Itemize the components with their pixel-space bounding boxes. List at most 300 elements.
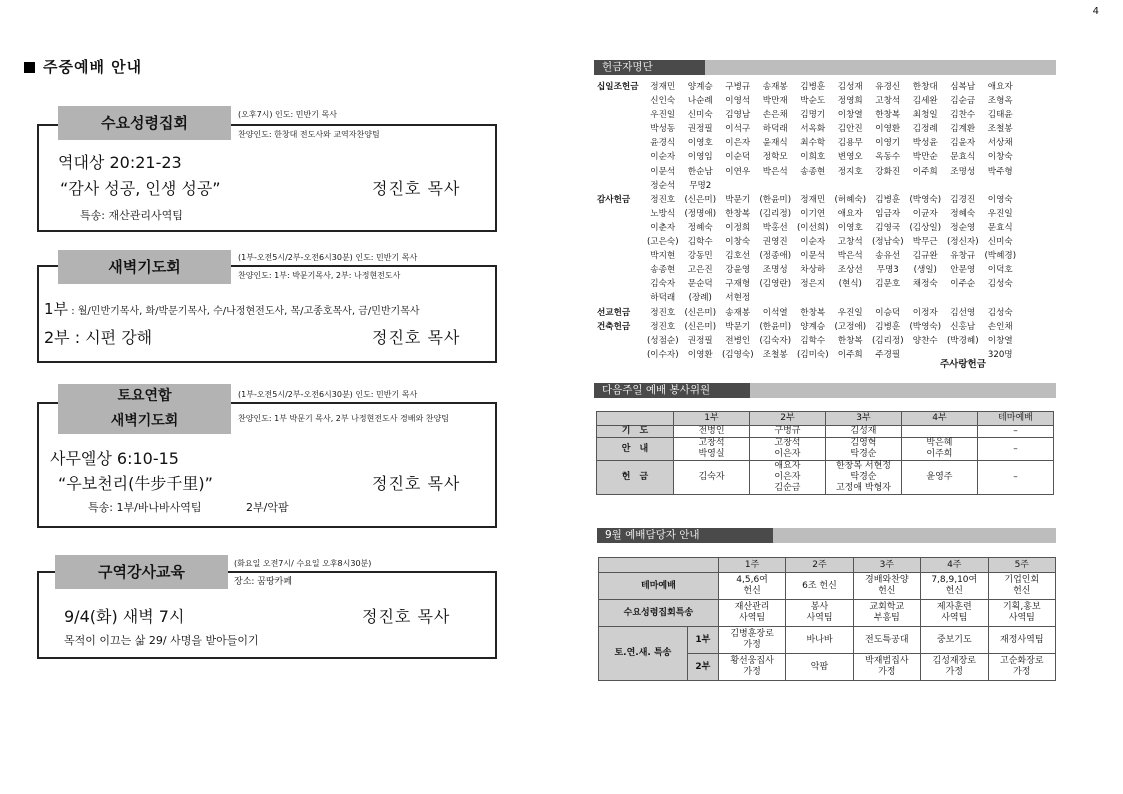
september-header-cell: 2주 — [786, 558, 853, 573]
servers-table — [596, 411, 1054, 495]
donor-name: 이영숙 — [987, 194, 1013, 205]
donor-name: 김선영 — [950, 307, 976, 318]
donor-name: 320명 — [987, 349, 1013, 360]
donor-names — [644, 94, 1057, 108]
donor-names — [644, 122, 1057, 136]
donor-name: 박만순 — [912, 152, 938, 163]
donor-names — [644, 334, 1057, 348]
donor-names — [644, 221, 1057, 235]
donor-name — [907, 348, 945, 362]
donor-name: 김세완 — [912, 96, 938, 107]
servers-cell: 애요자 이은자 김순금 — [749, 461, 825, 495]
donor-name: (한윤미) — [759, 194, 792, 205]
donor-names — [644, 320, 1057, 334]
donor-row — [597, 94, 1057, 108]
donor-name: 한창복 — [800, 307, 826, 318]
donor-name: (박영숙) — [909, 194, 942, 205]
donor-name: 김성재 — [837, 82, 863, 92]
donor-name: 정학모 — [762, 152, 788, 163]
donor-name: 이문석 — [800, 251, 826, 262]
donor-name: 박문기 — [725, 321, 751, 332]
donor-name: 송유선 — [875, 251, 901, 262]
donor-name: 이석구 — [725, 124, 751, 135]
donor-row — [597, 221, 1057, 235]
donor-name: 서현정 — [725, 293, 751, 304]
donor-name: (김리정) — [759, 208, 792, 219]
servers-cell: 고창석 이은자 — [749, 438, 825, 461]
donor-name: 정진호 — [650, 194, 676, 205]
donor-name: 이순자 — [650, 152, 676, 163]
square-bullet-icon — [24, 62, 35, 73]
donor-name: (김영란) — [759, 279, 792, 290]
donor-name: 권영진 — [762, 237, 788, 248]
donor-category — [597, 165, 644, 179]
donor-name: 문효식 — [987, 222, 1013, 233]
donor-name: 노방식 — [650, 208, 676, 219]
donor-name: 박순도 — [800, 96, 826, 107]
donor-name: 김윤자 — [950, 138, 976, 149]
donor-name: 김호선 — [725, 251, 751, 262]
donor-category: 선교헌금 — [597, 307, 631, 318]
donor-row — [597, 108, 1057, 122]
servers-row — [597, 438, 1054, 461]
donor-name: 박주형 — [987, 166, 1013, 177]
wednesday-sermon-title: “감사 성공, 인생 성공” — [60, 179, 221, 198]
donor-name: 문순덕 — [687, 279, 713, 290]
september-cell: 재정사역팀 — [988, 627, 1055, 654]
donor-name: 이영석 — [725, 96, 751, 107]
saturday-label — [58, 384, 231, 434]
donor-category — [597, 263, 644, 277]
september-cell: 악팜 — [786, 654, 853, 681]
donor-name: 구재형 — [725, 279, 751, 290]
september-cell: 재산관리 사역팀 — [718, 600, 785, 627]
servers-cell: 구병규 — [749, 426, 825, 438]
servers-cell: – — [977, 438, 1053, 461]
september-header-cell: 3주 — [853, 558, 920, 573]
donor-category — [597, 334, 644, 348]
donor-name: 정순영 — [950, 222, 976, 233]
donor-category — [597, 94, 644, 108]
donor-name: (신은미) — [684, 307, 717, 318]
donor-name: 강화진 — [875, 166, 901, 177]
wednesday-scripture: 역대상 20:21-23 — [58, 153, 182, 172]
donor-name: (정종애) — [759, 251, 792, 262]
love-offering-label: 주사랑헌금 — [940, 359, 986, 370]
donor-name: (신은미) — [684, 194, 717, 205]
donor-name: 신미숙 — [687, 110, 713, 121]
donor-name: 변영오 — [837, 152, 863, 163]
donor-name: 이승덕 — [875, 307, 901, 318]
servers-cell: 한창복 서현정 탁경순 고정애 박형자 — [825, 461, 901, 495]
september-cell: 6조 헌신 — [786, 573, 853, 600]
saturday-special-song-1: 특송: 1부/바나바사역팀 — [88, 501, 202, 514]
september-saturday-sub: 2부 — [687, 654, 718, 681]
donor-row — [597, 249, 1057, 263]
servers-row — [597, 426, 1054, 438]
donor-names — [644, 179, 1057, 193]
saturday-leader-note: (1부-오전5시/2부-오전6시30분) 인도: 민반기 목사 — [238, 390, 418, 399]
donor-name: 한창복 — [837, 335, 863, 346]
donor-row — [597, 334, 1057, 348]
september-saturday-row — [599, 627, 1056, 654]
donor-name: 최청일 — [912, 110, 938, 121]
donor-name: (김상일) — [909, 222, 942, 233]
dawn-pastor: 정진호 목사 — [372, 328, 461, 347]
donor-name: 임금자 — [875, 208, 901, 219]
september-cell: 7,8,9,10여 헌신 — [920, 573, 988, 600]
donor-name: 김태윤 — [987, 110, 1013, 121]
donor-name: (허혜숙) — [834, 194, 867, 205]
september-cell: 경배와찬양 헌신 — [853, 573, 920, 600]
servers-cell — [901, 426, 977, 438]
donor-name: 정순석 — [650, 180, 676, 191]
donor-name: 하덕래 — [650, 293, 676, 304]
donor-name: 박문기 — [725, 194, 751, 205]
donor-category — [597, 249, 644, 263]
donor-name: 김명기 — [800, 110, 826, 121]
donor-name: 고은진 — [687, 265, 713, 276]
donor-name: 이영환 — [687, 349, 713, 360]
servers-row-label: 헌 금 — [597, 461, 674, 495]
donor-name: 이정자 — [912, 307, 938, 318]
donor-name: 김학수 — [800, 335, 826, 346]
donor-name: 주경필 — [875, 349, 901, 360]
donor-name: 신인숙 — [650, 96, 676, 107]
donor-name: 윤재식 — [762, 138, 788, 149]
donor-name: 정재민 — [650, 82, 676, 92]
saturday-label-line2: 새벽기도회 — [110, 413, 179, 429]
donor-name: 이영기 — [875, 138, 901, 149]
donor-name: 박성윤 — [912, 138, 938, 149]
donor-category — [597, 136, 644, 150]
donor-names — [644, 136, 1057, 150]
donor-row — [597, 263, 1057, 277]
september-cell: 황선웅집사 가정 — [718, 654, 785, 681]
donor-name: 조명성 — [950, 166, 976, 177]
donor-name: (이선희) — [796, 222, 829, 233]
donor-name: 송재봉 — [725, 307, 751, 318]
donor-name: (이수자) — [646, 349, 679, 360]
section-title-text: 주중예배 안내 — [43, 58, 143, 76]
servers-cell: 윤영주 — [901, 461, 977, 495]
donor-names — [644, 263, 1057, 277]
servers-cell: 박은혜 이주희 — [901, 438, 977, 461]
donor-name: 이석열 — [762, 307, 788, 318]
donor-names — [644, 108, 1057, 122]
donor-name: (박영숙) — [909, 321, 942, 332]
september-cell: 중보기도 — [920, 627, 988, 654]
education-date: 9/4(화) 새벽 7시 — [64, 607, 185, 626]
donor-names — [644, 249, 1057, 263]
donor-name: 송종현 — [650, 265, 676, 276]
donor-names — [644, 348, 1057, 362]
donor-name: 이순덕 — [725, 152, 751, 163]
servers-row — [597, 461, 1054, 495]
donor-name: 박성동 — [650, 124, 676, 135]
donor-name: 정은지 — [800, 279, 826, 290]
donor-name: 강윤영 — [725, 265, 751, 276]
donor-name: 이덕호 — [987, 265, 1013, 276]
donor-name: 유경신 — [875, 82, 901, 92]
wednesday-leader-note: (오후7시) 인도: 민반기 목사 — [238, 110, 337, 119]
donor-row — [597, 306, 1057, 320]
donor-name: 김경진 — [950, 194, 976, 205]
donor-name: 나순례 — [687, 96, 713, 107]
saturday-label-line1: 토요연합 — [117, 388, 172, 404]
donor-name: 이은자 — [725, 138, 751, 149]
september-cell: 봉사 사역팀 — [786, 600, 853, 627]
donor-name: 김영남 — [725, 110, 751, 121]
donor-name: (정남숙) — [871, 237, 904, 248]
donor-name: 이주순 — [950, 279, 976, 290]
donor-name: 이영호 — [837, 222, 863, 233]
saturday-pastor: 정진호 목사 — [372, 474, 461, 493]
donor-name: 김학수 — [687, 237, 713, 248]
donor-category — [597, 277, 644, 291]
dawn-first-service-line — [44, 298, 420, 319]
donor-name: 한창복 — [875, 110, 901, 121]
donor-name: (고정애) — [834, 321, 867, 332]
september-cell: 제자훈련 사역팀 — [920, 600, 988, 627]
donor-name: 양계승 — [800, 321, 826, 332]
education-location-note: 장소: 꿈땅카페 — [234, 577, 293, 587]
donor-name: 이춘자 — [650, 222, 676, 233]
donor-name: 이창열 — [987, 335, 1013, 346]
donor-list — [597, 80, 1057, 362]
donor-names — [644, 165, 1057, 179]
dawn-first-prefix: 1부 — [44, 300, 69, 318]
donor-name: 이문석 — [650, 166, 676, 177]
donor-name: 김문호 — [875, 279, 901, 290]
donor-name: 김숙자 — [650, 279, 676, 290]
wednesday-pastor: 정진호 목사 — [372, 179, 461, 198]
dawn-second-service-line: 2부 : 시편 강해 — [44, 328, 153, 347]
donor-name: 정혜숙 — [687, 222, 713, 233]
donor-row — [597, 80, 1057, 94]
dawn-worship-note: 찬양인도: 1부: 박문기목사, 2부: 나정현전도사 — [238, 271, 401, 280]
donor-name: 박은석 — [762, 166, 788, 177]
september-header-cell: 1주 — [718, 558, 785, 573]
donor-name: 이순자 — [800, 237, 826, 248]
donor-name: 고창석 — [837, 237, 863, 248]
donor-name: (김미숙) — [796, 349, 829, 360]
september-header-cell — [599, 558, 719, 573]
donor-category — [597, 122, 644, 136]
donor-category — [597, 235, 644, 249]
servers-title: 다음주일 예배 봉사위원 — [594, 383, 750, 398]
donor-name: 이정희 — [725, 222, 751, 233]
donor-name: 권정필 — [687, 335, 713, 346]
donor-row — [597, 207, 1057, 221]
donor-name: (성점순) — [646, 335, 679, 346]
section-title — [24, 56, 142, 77]
servers-header-bar — [594, 383, 1056, 398]
donor-row — [597, 179, 1057, 193]
wednesday-worship-note: 찬양인도: 한창대 전도사와 교역자찬양팀 — [238, 130, 380, 139]
donor-name: 우진일 — [987, 208, 1013, 219]
servers-cell: 전병인 — [674, 426, 750, 438]
donor-name: 정진호 — [650, 307, 676, 318]
donor-name: 박홍선 — [762, 222, 788, 233]
donor-row — [597, 136, 1057, 150]
servers-row-label: 기 도 — [597, 426, 674, 438]
wednesday-label: 수요성령집회 — [58, 106, 231, 140]
donor-name: 김순금 — [950, 96, 976, 107]
september-header-cell: 5주 — [988, 558, 1055, 573]
donor-name: (신은미) — [684, 321, 717, 332]
donor-name: 박은석 — [837, 251, 863, 262]
donor-name: (박혜경) — [984, 251, 1017, 262]
donor-name: 김병훈 — [875, 321, 901, 332]
donor-name: 조명성 — [762, 265, 788, 276]
donor-name: 정혜숙 — [950, 208, 976, 219]
servers-cell: – — [977, 426, 1053, 438]
servers-header-row — [597, 412, 1054, 426]
september-row — [599, 573, 1056, 600]
donor-name: 한순남 — [687, 166, 713, 177]
september-cell: 바나바 — [786, 627, 853, 654]
september-saturday-label: 토.연.새. 특송 — [599, 627, 688, 681]
donor-name: 무명2 — [689, 180, 712, 191]
donor-name: 김안진 — [837, 124, 863, 135]
servers-cell: 김숙자 — [674, 461, 750, 495]
donor-row — [597, 277, 1057, 291]
donor-name: 이주희 — [912, 166, 938, 177]
september-cell: 김병훈장로 가정 — [718, 627, 785, 654]
donor-name: 신홍남 — [950, 321, 976, 332]
donor-name: 정진호 — [650, 321, 676, 332]
donor-name: 옥동수 — [875, 152, 901, 163]
donor-name: 정지호 — [837, 166, 863, 177]
donor-name: 서상채 — [987, 138, 1013, 149]
wednesday-special-song: 특송: 재산관리사역팀 — [80, 209, 183, 222]
donor-category — [597, 207, 644, 221]
september-header-row — [599, 558, 1056, 573]
donor-row — [597, 320, 1057, 334]
donor-name: 양찬수 — [912, 335, 938, 346]
september-saturday-sub: 1부 — [687, 627, 718, 654]
september-cell: 4,5,6여 헌신 — [718, 573, 785, 600]
donor-name: 이주희 — [837, 349, 863, 360]
donor-row — [597, 165, 1057, 179]
donor-name: 윤경식 — [650, 138, 676, 149]
donor-category: 십일조헌금 — [597, 82, 639, 92]
servers-header-cell: 1부 — [674, 412, 750, 426]
servers-row-label: 안 내 — [597, 438, 674, 461]
servers-header-cell: 2부 — [749, 412, 825, 426]
september-row-label: 수요성령집회특송 — [599, 600, 719, 627]
donor-row — [597, 193, 1057, 207]
donor-name: (한윤미) — [759, 321, 792, 332]
education-pastor: 정진호 목사 — [362, 607, 451, 626]
donor-name: (생일) — [913, 265, 937, 276]
servers-header-cell: 4부 — [901, 412, 977, 426]
education-label: 구역강사교육 — [55, 555, 228, 589]
donor-name: 이희호 — [800, 152, 826, 163]
donor-name: 이창열 — [837, 110, 863, 121]
donor-name: 무명3 — [876, 265, 899, 276]
donor-name: (김리정) — [871, 335, 904, 346]
dawn-first-leaders: : 월/민반기목사, 화/박문기목사, 수/나정현전도사, 목/고종호목사, 금/민반기목사 — [68, 306, 420, 317]
september-row-label: 테마예배 — [599, 573, 719, 600]
donor-name: 이영환 — [875, 124, 901, 135]
donor-category — [597, 150, 644, 164]
donor-name: 김성숙 — [987, 307, 1013, 318]
donor-names — [644, 291, 1057, 305]
servers-cell: 김성재 — [825, 426, 901, 438]
saturday-scripture: 사무엘상 6:10-15 — [50, 449, 179, 468]
donor-name: (김숙자) — [759, 335, 792, 346]
september-row — [599, 600, 1056, 627]
donor-name: 양계승 — [687, 82, 713, 92]
donor-name: 애요자 — [837, 208, 863, 219]
september-cell: 전도특공대 — [853, 627, 920, 654]
donor-name: 채정숙 — [912, 279, 938, 290]
donor-name: 박지현 — [650, 251, 676, 262]
donor-name: 서옥화 — [800, 124, 826, 135]
donors-title: 헌금자명단 — [594, 60, 705, 75]
donor-name: 김용무 — [837, 138, 863, 149]
donor-name: 이창숙 — [987, 152, 1013, 163]
donor-name: 김병훈 — [875, 194, 901, 205]
donor-row — [597, 291, 1057, 305]
september-cell: 박재범집사 가정 — [853, 654, 920, 681]
servers-header-cell: 테마예배 — [977, 412, 1053, 426]
saturday-special-song-2: 2부/악팜 — [246, 501, 289, 514]
donor-category: 감사헌금 — [597, 194, 631, 205]
donor-name: 이연우 — [725, 166, 751, 177]
donor-row — [597, 150, 1057, 164]
donor-name: 박무근 — [912, 237, 938, 248]
donor-name: 권정필 — [687, 124, 713, 135]
september-cell: 기획,홍보 사역팀 — [988, 600, 1055, 627]
donor-name: 이균자 — [912, 208, 938, 219]
donor-name: 애요자 — [987, 82, 1013, 92]
saturday-sermon-title: “우보천리(牛步千里)” — [58, 474, 213, 493]
donor-name: (정신자) — [946, 237, 979, 248]
donor-row — [597, 122, 1057, 136]
donor-name: 조철봉 — [762, 349, 788, 360]
donor-name: (박경혜) — [946, 335, 979, 346]
donor-name: 손인채 — [987, 321, 1013, 332]
donor-name: 차상하 — [800, 265, 826, 276]
donor-name: 김찬수 — [950, 110, 976, 121]
donor-name: 한창복 — [725, 208, 751, 219]
donor-category — [597, 108, 644, 122]
donor-category — [597, 221, 644, 235]
september-cell: 고순화장로 가정 — [988, 654, 1055, 681]
september-cell: 교회학교 부흥팀 — [853, 600, 920, 627]
donor-name: 구병규 — [725, 82, 751, 92]
donors-header-bar — [594, 60, 1056, 75]
donor-name: 전병인 — [725, 335, 751, 346]
donor-row — [597, 235, 1057, 249]
donor-name: 심복남 — [950, 82, 976, 92]
donor-names — [644, 207, 1057, 221]
donor-name: 김병훈 — [800, 82, 826, 92]
donor-name: 송종현 — [800, 166, 826, 177]
donor-name: 이기연 — [800, 208, 826, 219]
donor-name: 손은채 — [762, 110, 788, 121]
donor-name: 조철봉 — [987, 124, 1013, 135]
servers-header-cell: 3부 — [825, 412, 901, 426]
donor-name: 우진일 — [650, 110, 676, 121]
donor-name: 송재봉 — [762, 82, 788, 92]
donor-name: 정재민 — [800, 194, 826, 205]
page-number: 4 — [1092, 6, 1099, 17]
september-header-cell: 4주 — [920, 558, 988, 573]
